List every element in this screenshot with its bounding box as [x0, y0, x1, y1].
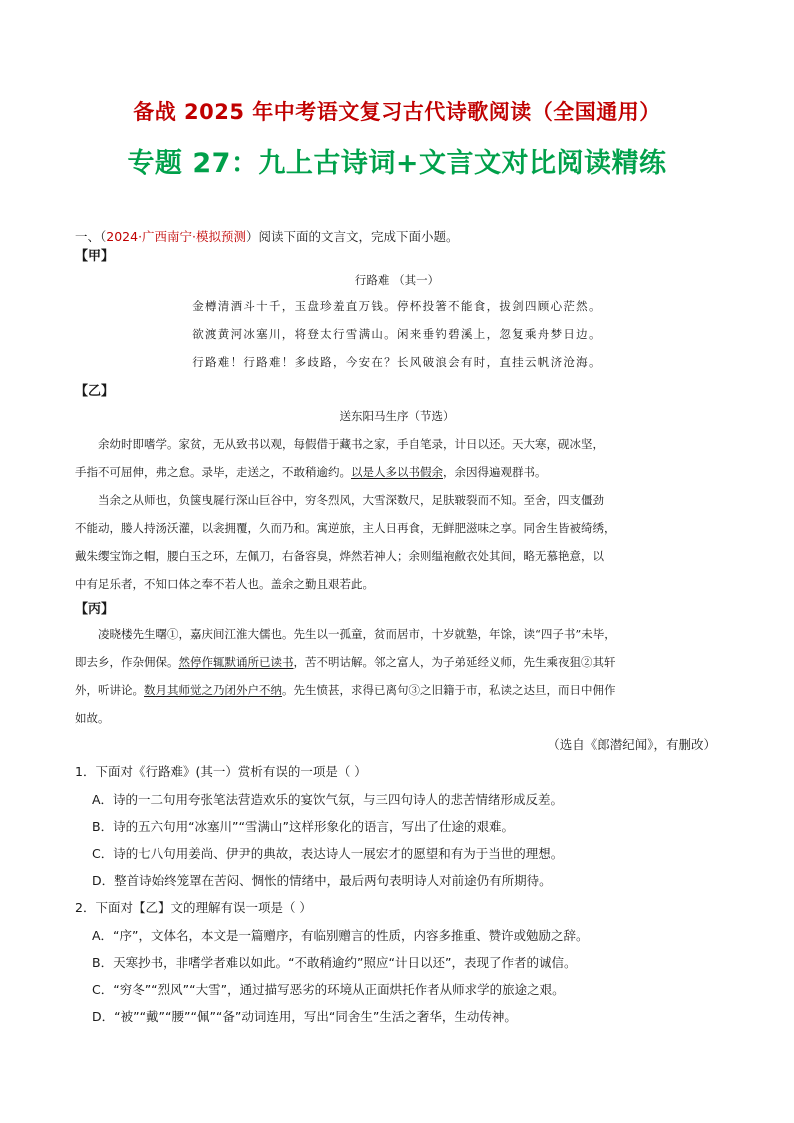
- label-jia: 【甲】: [75, 249, 115, 264]
- question-2-stem: 2．下面对【乙】文的理解有误一项是（ ）: [75, 900, 312, 915]
- document-title: 备战 2025 年中考语文复习古代诗歌阅读（全国通用）: [133, 100, 661, 124]
- question-1-option-a: A．诗的一二句用夸张笔法营造欢乐的宴饮气氛，与三四句诗人的悲苦情绪形成反差。: [92, 792, 564, 807]
- poem-line-2: 欲渡黄河冰塞川，将登太行雪满山。闲来垂钓碧溪上，忽复乘舟梦日边。: [192, 327, 602, 341]
- yi-p1-line-2: [75, 464, 703, 480]
- underlined-sentence: 数月其师觉之乃闭外户不纳: [144, 683, 282, 697]
- yi-text: 手指不可屈伸，弗之怠。录毕，走送之，不敢稍逾约。: [75, 465, 351, 479]
- bing-text: ，苦不明诂解。邻之富人，为子弟延经义师，先生乘夜狙②其轩: [293, 655, 616, 669]
- poem-title: 行路难 （其一）: [354, 273, 440, 287]
- question-2-option-a: A．“序”，文体名，本文是一篇赠序，有临别赠言的性质，内容多推重、赞许或勉励之辞。: [92, 928, 589, 943]
- poem-line-1: 金樽清酒斗十千，玉盘珍羞直万钱。停杯投箸不能食，拔剑四顾心茫然。: [192, 299, 602, 313]
- yi-p2-line-2: 不能动，媵人持汤沃灌，以衾拥覆，久而乃和。寓逆旅，主人日再食，无鲜肥滋味之享。同舍生皆被绮绣，: [75, 521, 616, 535]
- yi-p1-line-1: 余幼时即嗜学。家贫，无从致书以观，每假借于藏书之家，手自笔录，计日以还。天大寒，砚冰坚，: [98, 437, 604, 451]
- intro-prefix: 一、（: [75, 229, 107, 244]
- bing-line-1: 凌晓楼先生曙①，嘉庆间江淮大儒也。先生以一孤童，贫而居市，十岁就塾，年馀，读“四子书”未毕，: [98, 627, 616, 641]
- question-1-option-c: C．诗的七八句用姜尚、伊尹的典故，表达诗人一展宏才的愿望和有为于当世的理想。: [92, 846, 564, 861]
- label-bing: 【丙】: [75, 602, 115, 617]
- prose-title: 送东阳马生序（节选）: [339, 409, 455, 423]
- label-yi: 【乙】: [75, 384, 115, 399]
- intro-instruction: ）阅读下面的文言文，完成下面小题。: [246, 229, 459, 244]
- bing-line-4: 如故。: [75, 711, 110, 725]
- question-1-option-b: B．诗的五六句用“冰塞川”“雪满山”这样形象化的语言，写出了仕途的艰难。: [92, 819, 514, 834]
- yi-p2-line-1: 当余之从师也，负箧曳屣行深山巨谷中，穷冬烈风，大雪深数尺，足肤皲裂而不知。至舍，四支僵劲: [98, 493, 604, 507]
- poem-line-3: 行路难！行路难！多歧路，今安在？长风破浪会有时，直挂云帆济沧海。: [192, 355, 602, 369]
- section-intro: [75, 227, 459, 245]
- bing-text: 即去乡，作杂佣保。: [75, 655, 179, 669]
- yi-p2-line-3: 戴朱缨宝饰之帽，腰白玉之环，左佩刀，右备容臭，烨然若神人；余则缊袍敝衣处其间，略无慕艳意，以: [75, 549, 604, 563]
- yi-p2-line-4: 中有足乐者，不知口体之奉不若人也。盖余之勤且艰若此。: [75, 577, 374, 591]
- source-citation: （选自《郎潜纪闻》，有删改）: [547, 737, 716, 752]
- question-2-option-c: C．“穷冬”“烈风”“大雪”，通过描写恶劣的环境从正面烘托作者从师求学的旅途之艰。: [92, 982, 565, 997]
- bing-line-3: [75, 682, 703, 698]
- underlined-sentence: 以是人多以书假余: [351, 465, 443, 479]
- document-subtitle: 专题 27：九上古诗词+文言文对比阅读精练: [127, 148, 667, 179]
- yi-text: ，余因得遍观群书。: [443, 465, 547, 479]
- question-1-stem: 1．下面对《行路难》(其一）赏析有误的一项是（ ）: [75, 764, 367, 779]
- underlined-sentence: 然停作辄默诵所已读书: [178, 655, 294, 669]
- intro-source-tag: 2024·广西南宁·模拟预测: [106, 229, 247, 244]
- question-2-option-b: B．天寒抄书，非嗜学者难以如此。“不敢稍逾约”照应“计日以还”，表现了作者的诚信。: [92, 955, 577, 970]
- question-2-option-d: D．“被”“戴”“腰”“佩”“备”动词连用，写出“同舍生”生活之奢华，生动传神。: [92, 1009, 517, 1024]
- question-1-option-d: D．整首诗始终笼罩在苦闷、惆怅的情绪中，最后两句表明诗人对前途仍有所期待。: [92, 873, 552, 888]
- bing-text: 外，听讲论。: [75, 683, 144, 697]
- bing-text: 。先生愤甚，求得已离句③之旧籍于市，私读之达旦，而日中佣作: [282, 683, 616, 697]
- bing-line-2: [75, 654, 703, 670]
